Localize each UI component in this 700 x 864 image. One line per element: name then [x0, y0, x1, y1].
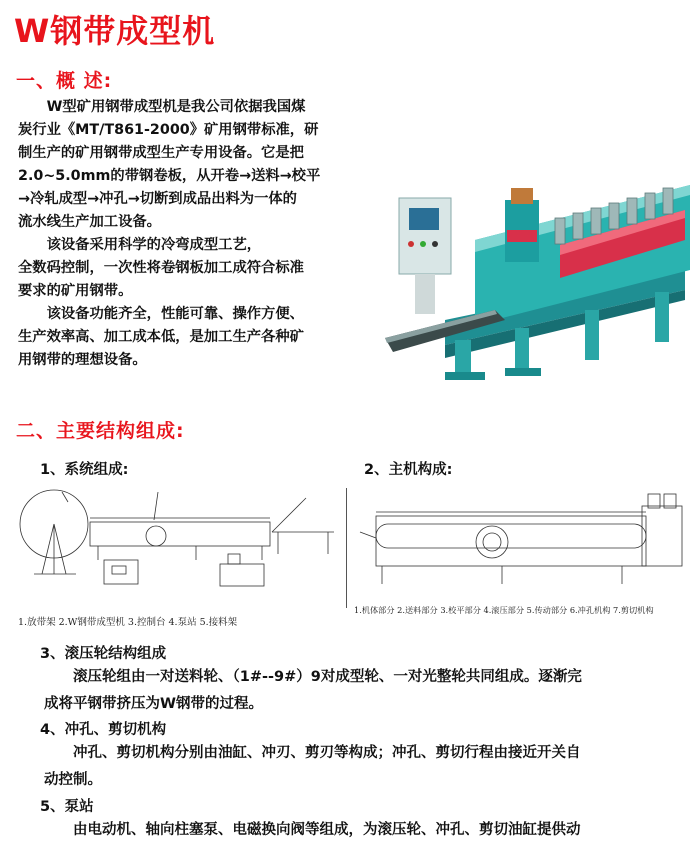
overview-line: 炭行业《MT/T861-2000》矿用钢带标准，研 — [18, 122, 319, 138]
diagram-divider — [346, 488, 347, 608]
overview-line: 要求的矿用钢带。 — [18, 283, 133, 299]
subheading-system: 1、系统组成: — [40, 462, 129, 478]
punch-shear-line: 动控制。 — [44, 772, 102, 788]
overview-line: 该设备功能齐全，性能可靠、操作方便、 — [46, 306, 304, 322]
page-title: W钢带成型机 — [14, 12, 216, 50]
overview-line: 用钢带的理想设备。 — [18, 352, 147, 368]
overview-line: 生产效率高、加工成本低，是加工生产各种矿 — [18, 329, 304, 345]
system-diagram-caption: 1.放带架 2.W钢带成型机 3.控制台 4.泵站 5.接料架 — [18, 617, 238, 628]
overview-line: 制生产的矿用钢带成型生产专用设备。它是把 — [18, 145, 304, 161]
punch-shear-line: 冲孔、剪切机构分别由油缸、冲刃、剪刃等构成；冲孔、剪切行程由接近开关自 — [73, 745, 581, 761]
pump-station-line: 由电动机、轴向柱塞泵、电磁换向阀等组成，为滚压轮、冲孔、剪切油缸提供动 — [73, 822, 581, 838]
roller-text — [44, 664, 684, 718]
main-machine-diagram — [352, 484, 688, 596]
overview-line: →冷轧成型→冲孔→切断到成品出料为一体的 — [18, 191, 297, 207]
overview-text — [18, 96, 358, 372]
pump-station-text — [44, 817, 684, 844]
subheading-main-machine: 2、主机构成: — [364, 462, 453, 478]
overview-line: 2.0~5.0mm的带钢卷板，从开卷→送料→校平 — [18, 168, 321, 184]
overview-line: W型矿用钢带成型机是我公司依据我国煤 — [46, 99, 306, 115]
subheading-punch-shear: 4、冲孔、剪切机构 — [40, 722, 167, 738]
section-heading-structure: 二、主要结构组成: — [16, 420, 185, 442]
main-machine-diagram-caption: 1.机体部分 2.送料部分 3.校平部分 4.滚压部分 5.传动部分 6.冲孔机构 7.剪切机构 — [354, 605, 654, 615]
overview-line: 该设备采用科学的冷弯成型工艺， — [46, 237, 262, 253]
system-diagram — [16, 484, 341, 596]
subheading-roller: 3、滚压轮结构组成 — [40, 646, 167, 662]
punch-shear-text — [44, 740, 684, 794]
overview-line: 全数码控制，一次性将卷钢板加工成符合标准 — [18, 260, 304, 276]
machine-photo — [385, 160, 695, 400]
roller-line: 滚压轮组由一对送料轮、（1#--9#）9对成型轮、一对光整轮共同组成。逐渐完 — [73, 669, 582, 685]
roller-line: 成将平钢带挤压为W钢带的过程。 — [44, 696, 263, 712]
overview-line: 流水线生产加工设备。 — [18, 214, 161, 230]
section-heading-overview: 一、概 述: — [16, 70, 113, 92]
subheading-pump-station: 5、泵站 — [40, 799, 94, 815]
